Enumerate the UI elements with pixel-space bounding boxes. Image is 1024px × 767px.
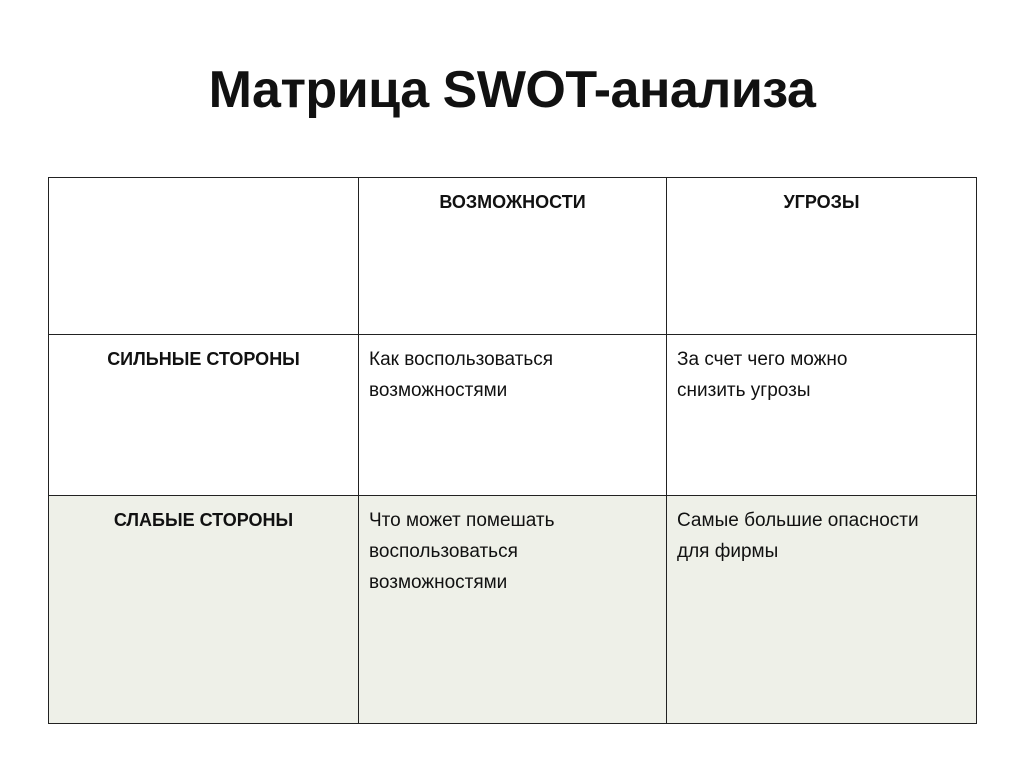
table-row-strengths xyxy=(49,335,977,496)
corner-cell xyxy=(49,178,359,335)
cell-weaknesses-opportunities: Что может помешать воспользоваться возможностями xyxy=(359,496,667,724)
header-threats: УГРОЗЫ xyxy=(667,178,977,335)
row-header-strengths: СИЛЬНЫЕ СТОРОНЫ xyxy=(49,335,359,496)
table-row-weaknesses xyxy=(49,496,977,724)
swot-matrix xyxy=(48,177,977,724)
cell-weaknesses-threats: Самые большие опасности для фирмы xyxy=(667,496,977,724)
header-row xyxy=(49,178,977,335)
page-title: Матрица SWOT-анализа xyxy=(208,61,816,119)
cell-strengths-opportunities: Как воспользоваться возможностями xyxy=(359,335,667,496)
row-header-weaknesses: СЛАБЫЕ СТОРОНЫ xyxy=(49,496,359,724)
cell-strengths-threats: За счет чего можно снизить угрозы xyxy=(667,335,977,496)
header-opportunities: ВОЗМОЖНОСТИ xyxy=(359,178,667,335)
